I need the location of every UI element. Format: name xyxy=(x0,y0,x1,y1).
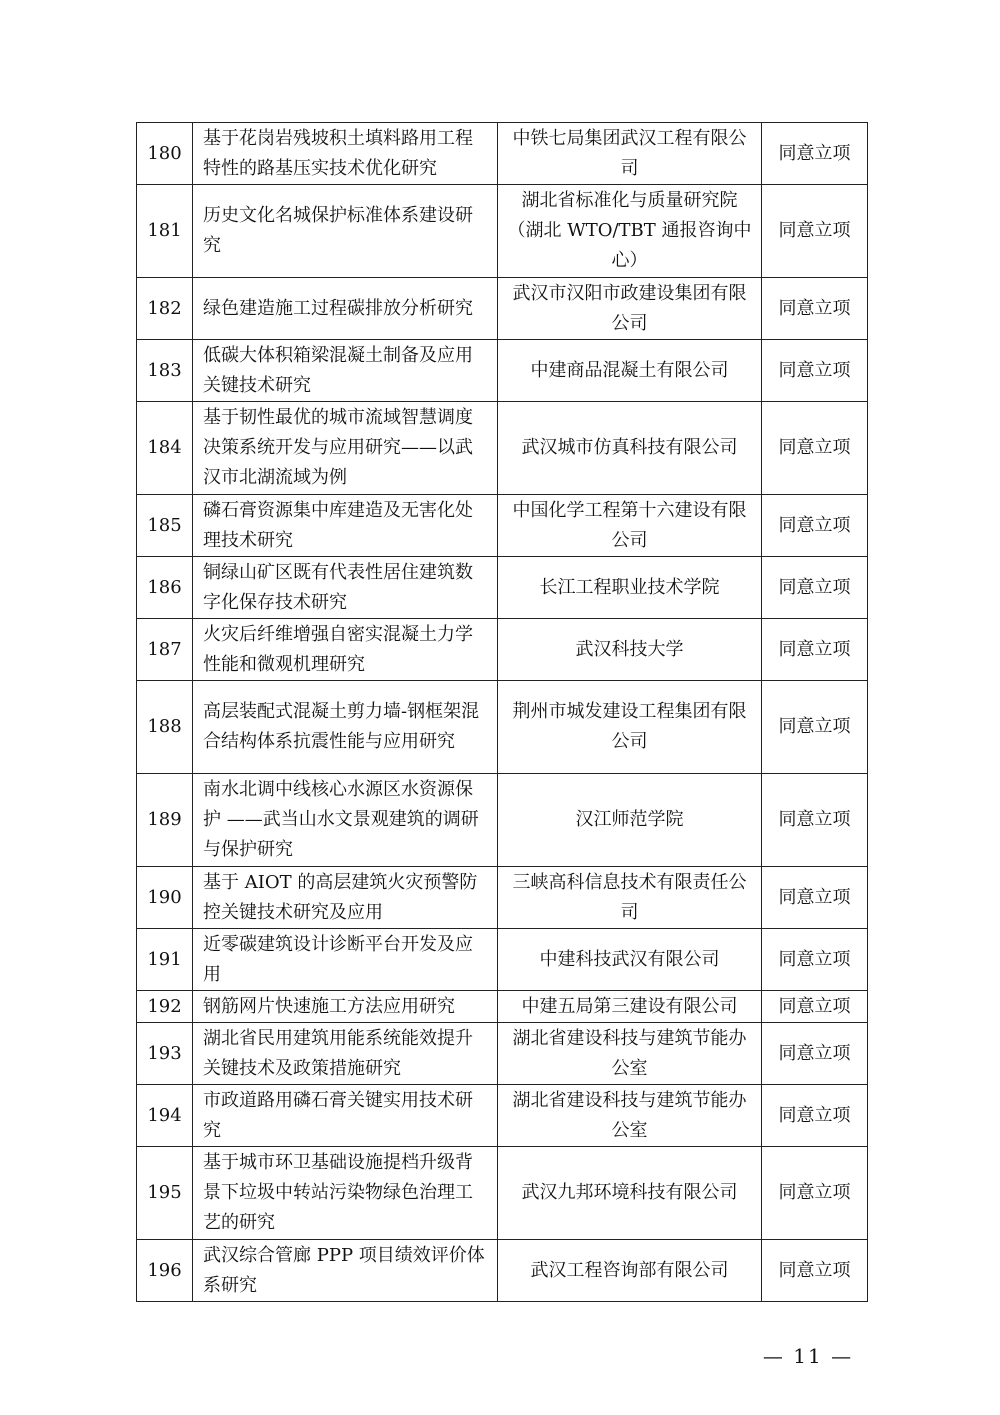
row-number: 188 xyxy=(137,681,193,774)
applicant-unit: 武汉科技大学 xyxy=(498,619,762,681)
table-row xyxy=(137,557,868,619)
review-opinion: 同意立项 xyxy=(762,185,868,278)
row-number: 191 xyxy=(137,929,193,991)
project-title: 南水北调中线核心水源区水资源保护 ——武当山水文景观建筑的调研与保护研究 xyxy=(193,774,498,867)
row-number: 193 xyxy=(137,1023,193,1085)
table-row xyxy=(137,929,868,991)
row-number: 192 xyxy=(137,991,193,1023)
applicant-unit: 湖北省标准化与质量研究院（湖北 WTO/TBT 通报咨询中心） xyxy=(498,185,762,278)
project-title: 高层装配式混凝土剪力墙-钢框架混合结构体系抗震性能与应用研究 xyxy=(193,681,498,774)
review-opinion: 同意立项 xyxy=(762,681,868,774)
project-title: 市政道路用磷石膏关键实用技术研究 xyxy=(193,1085,498,1147)
row-number: 184 xyxy=(137,402,193,495)
project-table xyxy=(136,122,868,1302)
project-title: 低碳大体积箱梁混凝土制备及应用关键技术研究 xyxy=(193,340,498,402)
applicant-unit: 湖北省建设科技与建筑节能办公室 xyxy=(498,1085,762,1147)
table-row xyxy=(137,991,868,1023)
table-body xyxy=(137,123,868,1302)
applicant-unit: 汉江师范学院 xyxy=(498,774,762,867)
review-opinion: 同意立项 xyxy=(762,1240,868,1302)
row-number: 195 xyxy=(137,1147,193,1240)
table-row xyxy=(137,774,868,867)
table-row xyxy=(137,1240,868,1302)
project-title: 火灾后纤维增强自密实混凝土力学性能和微观机理研究 xyxy=(193,619,498,681)
project-title: 历史文化名城保护标准体系建设研究 xyxy=(193,185,498,278)
table-row xyxy=(137,681,868,774)
row-number: 180 xyxy=(137,123,193,185)
project-title: 湖北省民用建筑用能系统能效提升关键技术及政策措施研究 xyxy=(193,1023,498,1085)
table-row xyxy=(137,340,868,402)
applicant-unit: 湖北省建设科技与建筑节能办公室 xyxy=(498,1023,762,1085)
project-title: 基于 AIOT 的高层建筑火灾预警防控关键技术研究及应用 xyxy=(193,867,498,929)
project-title: 基于花岗岩残坡积土填料路用工程特性的路基压实技术优化研究 xyxy=(193,123,498,185)
review-opinion: 同意立项 xyxy=(762,929,868,991)
review-opinion: 同意立项 xyxy=(762,123,868,185)
row-number: 187 xyxy=(137,619,193,681)
row-number: 182 xyxy=(137,278,193,340)
applicant-unit: 武汉工程咨询部有限公司 xyxy=(498,1240,762,1302)
page-number: — 11 — xyxy=(762,1344,854,1368)
table-row xyxy=(137,619,868,681)
project-title: 铜绿山矿区既有代表性居住建筑数字化保存技术研究 xyxy=(193,557,498,619)
applicant-unit: 武汉城市仿真科技有限公司 xyxy=(498,402,762,495)
review-opinion: 同意立项 xyxy=(762,402,868,495)
review-opinion: 同意立项 xyxy=(762,1023,868,1085)
review-opinion: 同意立项 xyxy=(762,619,868,681)
row-number: 185 xyxy=(137,495,193,557)
project-title: 武汉综合管廊 PPP 项目绩效评价体系研究 xyxy=(193,1240,498,1302)
row-number: 194 xyxy=(137,1085,193,1147)
row-number: 181 xyxy=(137,185,193,278)
table-row xyxy=(137,402,868,495)
review-opinion: 同意立项 xyxy=(762,495,868,557)
applicant-unit: 中建商品混凝土有限公司 xyxy=(498,340,762,402)
project-title: 基于韧性最优的城市流域智慧调度决策系统开发与应用研究——以武汉市北湖流域为例 xyxy=(193,402,498,495)
applicant-unit: 三峡高科信息技术有限责任公司 xyxy=(498,867,762,929)
review-opinion: 同意立项 xyxy=(762,991,868,1023)
project-title: 钢筋网片快速施工方法应用研究 xyxy=(193,991,498,1023)
applicant-unit: 中铁七局集团武汉工程有限公司 xyxy=(498,123,762,185)
row-number: 196 xyxy=(137,1240,193,1302)
row-number: 186 xyxy=(137,557,193,619)
applicant-unit: 中国化学工程第十六建设有限公司 xyxy=(498,495,762,557)
table-row xyxy=(137,1147,868,1240)
applicant-unit: 荆州市城发建设工程集团有限公司 xyxy=(498,681,762,774)
table-row xyxy=(137,278,868,340)
project-title: 磷石膏资源集中库建造及无害化处理技术研究 xyxy=(193,495,498,557)
project-title: 绿色建造施工过程碳排放分析研究 xyxy=(193,278,498,340)
applicant-unit: 武汉九邦环境科技有限公司 xyxy=(498,1147,762,1240)
applicant-unit: 长江工程职业技术学院 xyxy=(498,557,762,619)
row-number: 189 xyxy=(137,774,193,867)
table-row xyxy=(137,867,868,929)
review-opinion: 同意立项 xyxy=(762,867,868,929)
review-opinion: 同意立项 xyxy=(762,774,868,867)
applicant-unit: 中建科技武汉有限公司 xyxy=(498,929,762,991)
row-number: 183 xyxy=(137,340,193,402)
review-opinion: 同意立项 xyxy=(762,278,868,340)
review-opinion: 同意立项 xyxy=(762,340,868,402)
review-opinion: 同意立项 xyxy=(762,1085,868,1147)
table-row xyxy=(137,185,868,278)
table-row xyxy=(137,1085,868,1147)
review-opinion: 同意立项 xyxy=(762,557,868,619)
review-opinion: 同意立项 xyxy=(762,1147,868,1240)
applicant-unit: 武汉市汉阳市政建设集团有限公司 xyxy=(498,278,762,340)
table-row xyxy=(137,495,868,557)
table-row xyxy=(137,123,868,185)
applicant-unit: 中建五局第三建设有限公司 xyxy=(498,991,762,1023)
project-title: 基于城市环卫基础设施提档升级背景下垃圾中转站污染物绿色治理工艺的研究 xyxy=(193,1147,498,1240)
row-number: 190 xyxy=(137,867,193,929)
table-row xyxy=(137,1023,868,1085)
project-title: 近零碳建筑设计诊断平台开发及应用 xyxy=(193,929,498,991)
